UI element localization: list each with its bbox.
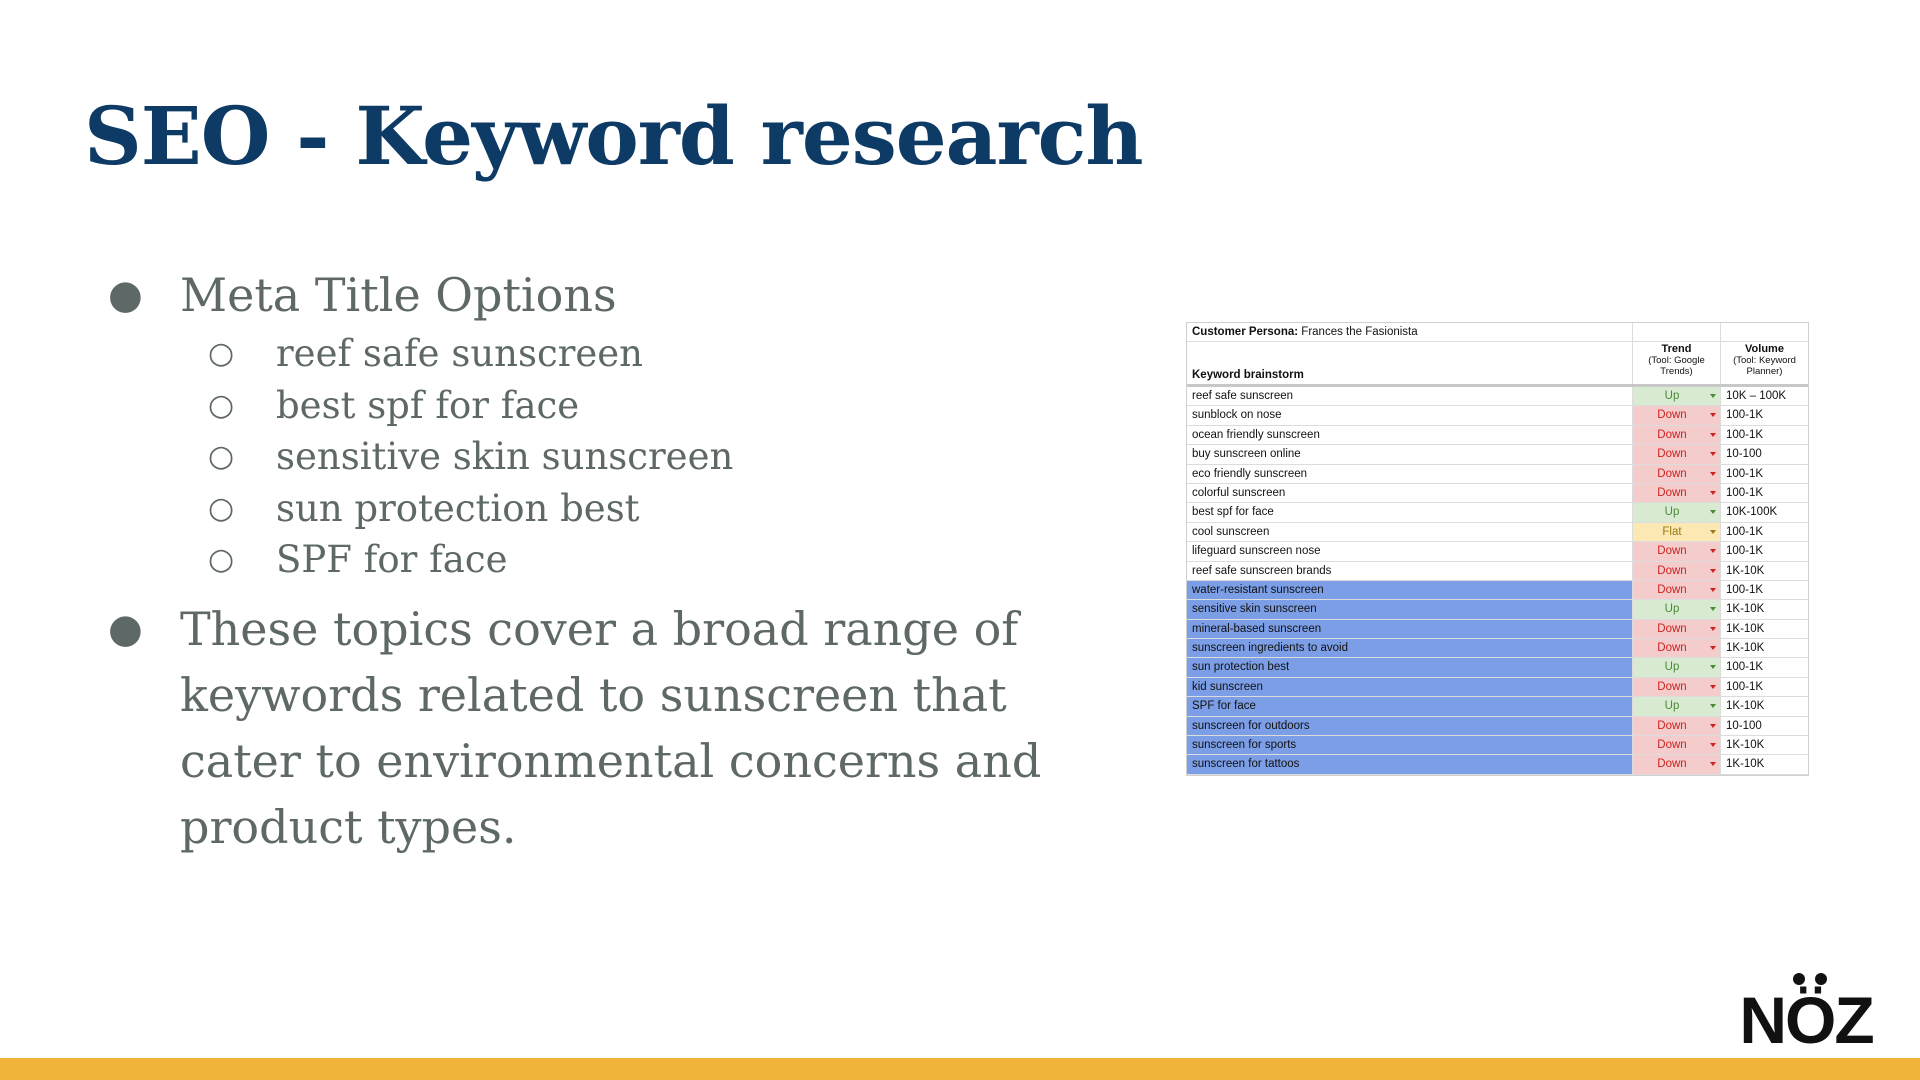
volume-cell[interactable]: 100-1K <box>1726 486 1764 499</box>
keyword-cell[interactable]: mineral-based sunscreen <box>1187 620 1633 638</box>
volume-cell[interactable]: 1K-10K <box>1726 564 1765 577</box>
table-row <box>1187 639 1808 658</box>
dropdown-caret-icon[interactable] <box>1710 510 1716 514</box>
trend-value: Down <box>1657 564 1687 577</box>
circle-bullet-icon: ○ <box>208 542 235 577</box>
dropdown-caret-icon[interactable] <box>1710 394 1716 398</box>
dropdown-caret-icon[interactable] <box>1710 607 1716 611</box>
sheet-body <box>1187 387 1808 775</box>
trend-dropdown[interactable] <box>1633 387 1721 405</box>
dropdown-caret-icon[interactable] <box>1710 491 1716 495</box>
logo-text: NÖZ <box>1739 983 1873 1050</box>
trend-dropdown[interactable] <box>1633 658 1721 676</box>
trend-value: Down <box>1657 583 1687 596</box>
volume-cell[interactable]: 10K-100K <box>1726 506 1778 519</box>
table-row <box>1187 406 1808 425</box>
keyword-cell[interactable]: water-resistant sunscreen <box>1187 581 1633 599</box>
keyword-cell[interactable]: sunscreen for sports <box>1187 736 1633 754</box>
trend-dropdown[interactable] <box>1633 736 1721 754</box>
table-row <box>1187 503 1808 522</box>
trend-value: Up <box>1664 390 1680 402</box>
volume-cell[interactable]: 100-1K <box>1726 467 1764 480</box>
volume-cell[interactable]: 1K-10K <box>1726 700 1765 713</box>
noz-logo <box>1726 960 1886 1050</box>
table-row <box>1187 484 1808 503</box>
meta-heading-text: Meta Title Options <box>180 268 617 322</box>
trend-dropdown[interactable] <box>1633 523 1721 541</box>
meta-option-text: SPF for face <box>276 538 508 581</box>
table-row <box>1187 542 1808 561</box>
trend-dropdown[interactable] <box>1633 445 1721 463</box>
trend-dropdown[interactable] <box>1633 717 1721 735</box>
trend-value: Down <box>1657 428 1687 441</box>
header-trend-sub: (Tool: Google Trends) <box>1648 355 1705 377</box>
circle-bullet-icon: ○ <box>208 336 235 371</box>
table-row <box>1187 717 1808 736</box>
keyword-cell[interactable]: reef safe sunscreen brands <box>1187 562 1633 580</box>
table-row <box>1187 600 1808 619</box>
trend-dropdown[interactable] <box>1633 581 1721 599</box>
trend-dropdown[interactable] <box>1633 639 1721 657</box>
table-row <box>1187 465 1808 484</box>
trend-value: Down <box>1657 467 1687 480</box>
keyword-cell[interactable]: sunblock on nose <box>1187 406 1633 424</box>
dropdown-caret-icon[interactable] <box>1710 452 1716 456</box>
dropdown-caret-icon[interactable] <box>1710 685 1716 689</box>
slide-title: SEO - Keyword research <box>84 89 1143 183</box>
dropdown-caret-icon[interactable] <box>1710 762 1716 766</box>
keyword-cell[interactable]: sun protection best <box>1187 658 1633 676</box>
dropdown-caret-icon[interactable] <box>1710 549 1716 553</box>
keyword-cell[interactable]: reef safe sunscreen <box>1187 387 1633 405</box>
trend-value: Up <box>1664 700 1680 713</box>
trend-value: Down <box>1657 719 1687 732</box>
persona-row <box>1187 323 1808 342</box>
footer-bar <box>0 1058 1920 1080</box>
keyword-cell[interactable]: SPF for face <box>1187 697 1633 715</box>
volume-cell[interactable]: 10-100 <box>1726 448 1762 461</box>
volume-cell[interactable]: 100-1K <box>1726 428 1764 441</box>
trend-value: Up <box>1664 661 1680 674</box>
meta-option-text: best spf for face <box>276 383 580 427</box>
keyword-cell[interactable]: cool sunscreen <box>1187 523 1633 541</box>
dropdown-caret-icon[interactable] <box>1710 472 1716 476</box>
keyword-cell[interactable]: buy sunscreen online <box>1187 445 1633 463</box>
keyword-cell[interactable]: best spf for face <box>1187 503 1633 521</box>
volume-cell[interactable]: 100-1K <box>1726 525 1764 538</box>
sub-bullet <box>108 328 1068 380</box>
bullet-meta-heading <box>108 262 1068 328</box>
dropdown-caret-icon[interactable] <box>1710 530 1716 534</box>
header-row <box>1187 342 1808 387</box>
table-row <box>1187 445 1808 464</box>
trend-value: Down <box>1657 622 1687 635</box>
volume-cell[interactable]: 100-1K <box>1726 583 1764 596</box>
table-row <box>1187 736 1808 755</box>
trend-value: Down <box>1657 758 1687 771</box>
trend-value: Up <box>1664 603 1680 616</box>
keyword-cell[interactable]: kid sunscreen <box>1187 678 1633 696</box>
table-row <box>1187 755 1808 774</box>
empty-cell <box>1633 323 1721 341</box>
volume-cell[interactable]: 100-1K <box>1726 545 1764 558</box>
meta-option-text: sensitive skin sunscreen <box>276 435 734 478</box>
volume-cell[interactable]: 100-1K <box>1726 409 1764 422</box>
sub-bullet <box>108 483 1068 535</box>
header-trend-title: Trend <box>1661 343 1692 355</box>
sub-bullet <box>108 380 1068 432</box>
trend-value: Up <box>1664 506 1680 519</box>
circle-bullet-icon: ○ <box>208 387 235 423</box>
persona-value: Frances the Fasionista <box>1301 326 1418 338</box>
persona-label: Customer Persona: <box>1192 326 1299 338</box>
dropdown-caret-icon[interactable] <box>1710 588 1716 592</box>
table-row <box>1187 387 1808 406</box>
circle-bullet-icon: ○ <box>208 490 235 526</box>
keyword-cell[interactable]: colorful sunscreen <box>1187 484 1633 502</box>
volume-cell[interactable]: 10K – 100K <box>1726 390 1787 402</box>
bullet-list <box>108 262 1068 860</box>
table-row <box>1187 426 1808 445</box>
volume-cell[interactable]: 1K-10K <box>1726 642 1765 655</box>
trend-value: Down <box>1657 409 1687 422</box>
keyword-cell[interactable]: eco friendly sunscreen <box>1187 465 1633 483</box>
trend-dropdown[interactable] <box>1633 465 1721 483</box>
volume-cell[interactable]: 1K-10K <box>1726 603 1765 616</box>
trend-value: Down <box>1657 486 1687 499</box>
empty-cell <box>1721 323 1808 341</box>
bullet-dot-icon: ● <box>108 605 143 652</box>
trend-dropdown[interactable] <box>1633 755 1721 773</box>
table-row <box>1187 697 1808 716</box>
dropdown-caret-icon[interactable] <box>1710 665 1716 669</box>
header-keyword: Keyword brainstorm <box>1187 342 1633 384</box>
persona-cell <box>1187 323 1633 341</box>
trend-dropdown[interactable] <box>1633 406 1721 424</box>
volume-cell[interactable]: 100-1K <box>1726 661 1764 674</box>
keyword-cell[interactable]: sunscreen for tattoos <box>1187 755 1633 773</box>
trend-dropdown[interactable] <box>1633 678 1721 696</box>
volume-cell[interactable]: 100-1K <box>1726 680 1764 693</box>
meta-option-text: sun protection best <box>276 486 640 530</box>
bullet-dot-icon: ● <box>108 272 143 318</box>
circle-bullet-icon: ○ <box>208 439 235 474</box>
table-row <box>1187 562 1808 581</box>
bullet-summary <box>108 596 1068 860</box>
trend-dropdown[interactable] <box>1633 600 1721 618</box>
dropdown-caret-icon[interactable] <box>1710 413 1716 417</box>
keyword-cell[interactable]: lifeguard sunscreen nose <box>1187 542 1633 560</box>
header-trend <box>1633 342 1721 384</box>
keyword-cell[interactable]: sunscreen ingredients to avoid <box>1187 639 1633 657</box>
dropdown-caret-icon[interactable] <box>1710 433 1716 437</box>
trend-dropdown[interactable] <box>1633 426 1721 444</box>
header-volume-sub: (Tool: Keyword Planner) <box>1733 355 1796 377</box>
trend-value: Down <box>1657 448 1687 461</box>
volume-cell[interactable]: 1K-10K <box>1726 739 1765 752</box>
header-volume-title: Volume <box>1745 343 1784 355</box>
table-row <box>1187 620 1808 639</box>
trend-dropdown[interactable] <box>1633 697 1721 715</box>
trend-value: Down <box>1657 642 1687 655</box>
table-row <box>1187 523 1808 542</box>
dropdown-caret-icon[interactable] <box>1710 724 1716 728</box>
dropdown-caret-icon[interactable] <box>1710 704 1716 708</box>
dropdown-caret-icon[interactable] <box>1710 646 1716 650</box>
summary-text: These topics cover a broad range of keywords related to sunscreen that cater to environmental concerns and product types. <box>180 601 1042 854</box>
sub-bullet <box>108 431 1068 483</box>
trend-value: Down <box>1657 545 1687 558</box>
dropdown-caret-icon[interactable] <box>1710 743 1716 747</box>
dropdown-caret-icon[interactable] <box>1710 627 1716 631</box>
trend-dropdown[interactable] <box>1633 542 1721 560</box>
table-row <box>1187 678 1808 697</box>
keyword-spreadsheet <box>1186 322 1809 776</box>
trend-dropdown[interactable] <box>1633 562 1721 580</box>
table-row <box>1187 658 1808 677</box>
dropdown-caret-icon[interactable] <box>1710 569 1716 573</box>
volume-cell[interactable]: 10-100 <box>1726 719 1762 732</box>
keyword-cell[interactable]: ocean friendly sunscreen <box>1187 426 1633 444</box>
trend-dropdown[interactable] <box>1633 620 1721 638</box>
table-row <box>1187 581 1808 600</box>
trend-dropdown[interactable] <box>1633 484 1721 502</box>
meta-option-text: reef safe sunscreen <box>276 332 644 375</box>
trend-value: Down <box>1657 680 1687 693</box>
trend-dropdown[interactable] <box>1633 503 1721 521</box>
header-volume <box>1721 342 1808 384</box>
keyword-cell[interactable]: sensitive skin sunscreen <box>1187 600 1633 618</box>
trend-value: Down <box>1657 739 1687 752</box>
volume-cell[interactable]: 1K-10K <box>1726 758 1765 771</box>
sub-bullet <box>108 534 1068 586</box>
trend-value: Flat <box>1662 525 1682 538</box>
volume-cell[interactable]: 1K-10K <box>1726 622 1765 635</box>
keyword-cell[interactable]: sunscreen for outdoors <box>1187 717 1633 735</box>
